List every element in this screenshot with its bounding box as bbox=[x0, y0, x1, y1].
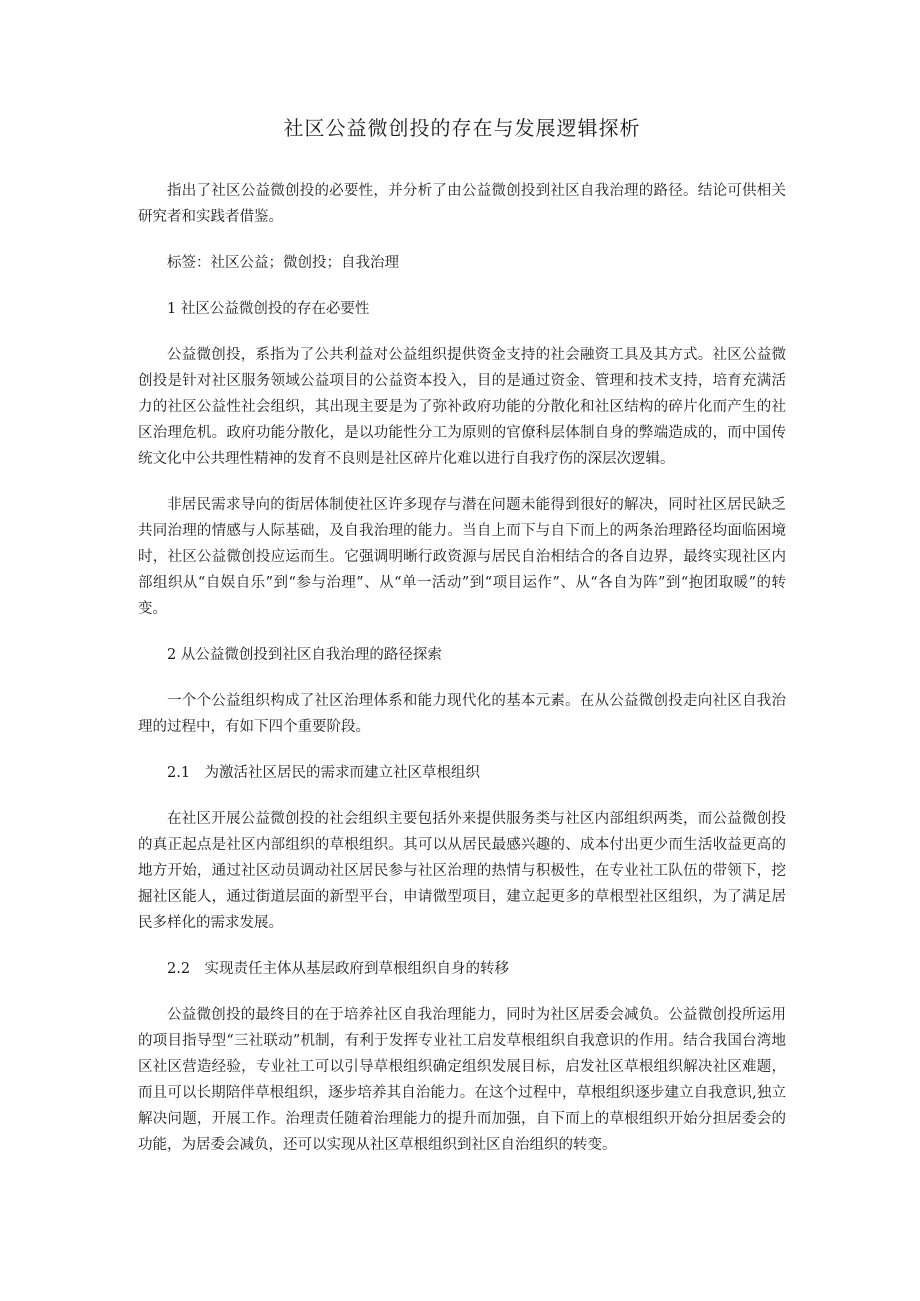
body-paragraph: 一个个公益组织构成了社区治理体系和能力现代化的基本元素。在从公益微创投走向社区自我治理的过程中，有如下四个重要阶段。 bbox=[138, 693, 786, 735]
document-page bbox=[138, 112, 786, 1178]
keywords-line: 标签：社区公益；微创投；自我治理 bbox=[167, 255, 399, 271]
body-paragraph: 公益微创投的最终目的在于培养社区自我治理能力，同时为社区居委会减负。公益微创投所运用的项目指导型“三社联动”机制，有利于发挥专业社工启发草根组织自我意识的作用。结合我国台湾地区社区营造经验，专业社工可以引导草根组织确定组织发展目标，启发社区草根组织解决社区难题，而且可以长期陪伴草根组织，逐步培养其自治能力。在这个过程中，草根组织逐步建立自我意识,独立解决问题，开展工作。治理责任随着治理能力的提升而加强，自下而上的草根组织开始分担居委会的功能，为居委会减负，还可以实现从社区草根组织到社区自治组织的转变。 bbox=[138, 1007, 786, 1153]
subsection-heading: 2.1 为激活社区居民的需求而建立社区草根组织 bbox=[167, 765, 481, 781]
section-heading: 1 社区公益微创投的存在必要性 bbox=[167, 301, 370, 317]
section-heading: 2 从公益微创投到社区自我治理的路径探索 bbox=[167, 647, 442, 663]
body-paragraph: 非居民需求导向的街居体制使社区许多现存与潜在问题未能得到很好的解决，同时社区居民缺乏共同治理的情感与人际基础，及自我治理的能力。当自上而下与自下而上的两条治理路径均面临困境时，社区公益微创投应运而生。它强调明晰行政资源与居民自治相结合的各自边界，最终实现社区内部组织从“自娱自乐”到“参与治理”、从“单一活动”到“项目运作”、从“各自为阵”到“抱团取暖”的转变。 bbox=[138, 497, 786, 617]
document-title: 社区公益微创投的存在与发展逻辑探析 bbox=[283, 116, 641, 140]
body-paragraph: 公益微创投，系指为了公共利益对公益组织提供资金支持的社会融资工具及其方式。社区公益微创投是针对社区服务领域公益项目的公益资本投入，目的是通过资金、管理和技术支持，培育充满活力的社区公益性社会组织，其出现主要是为了弥补政府功能的分散化和社区结构的碎片化而产生的社区治理危机。政府功能分散化，是以功能性分工为原则的官僚科层体制自身的弊端造成的，而中国传统文化中公共理性精神的发育不良则是社区碎片化难以进行自我疗伤的深层次逻辑。 bbox=[138, 347, 786, 467]
abstract-paragraph: 指出了社区公益微创投的必要性，并分析了由公益微创投到社区自我治理的路径。结论可供相关研究者和实践者借鉴。 bbox=[138, 183, 786, 225]
body-paragraph: 在社区开展公益微创投的社会组织主要包括外来提供服务类与社区内部组织两类，而公益微创投的真正起点是社区内部组织的草根组织。其可以从居民最感兴趣的、成本付出更少而生活收益更高的地方开始，通过社区动员调动社区居民参与社区治理的热情与积极性，在专业社工队伍的带领下，挖掘社区能人，通过街道层面的新型平台，申请微型项目，建立起更多的草根型社区组织，为了满足居民多样化的需求发展。 bbox=[138, 811, 786, 931]
subsection-heading: 2.2 实现责任主体从基层政府到草根组织自身的转移 bbox=[167, 961, 510, 977]
